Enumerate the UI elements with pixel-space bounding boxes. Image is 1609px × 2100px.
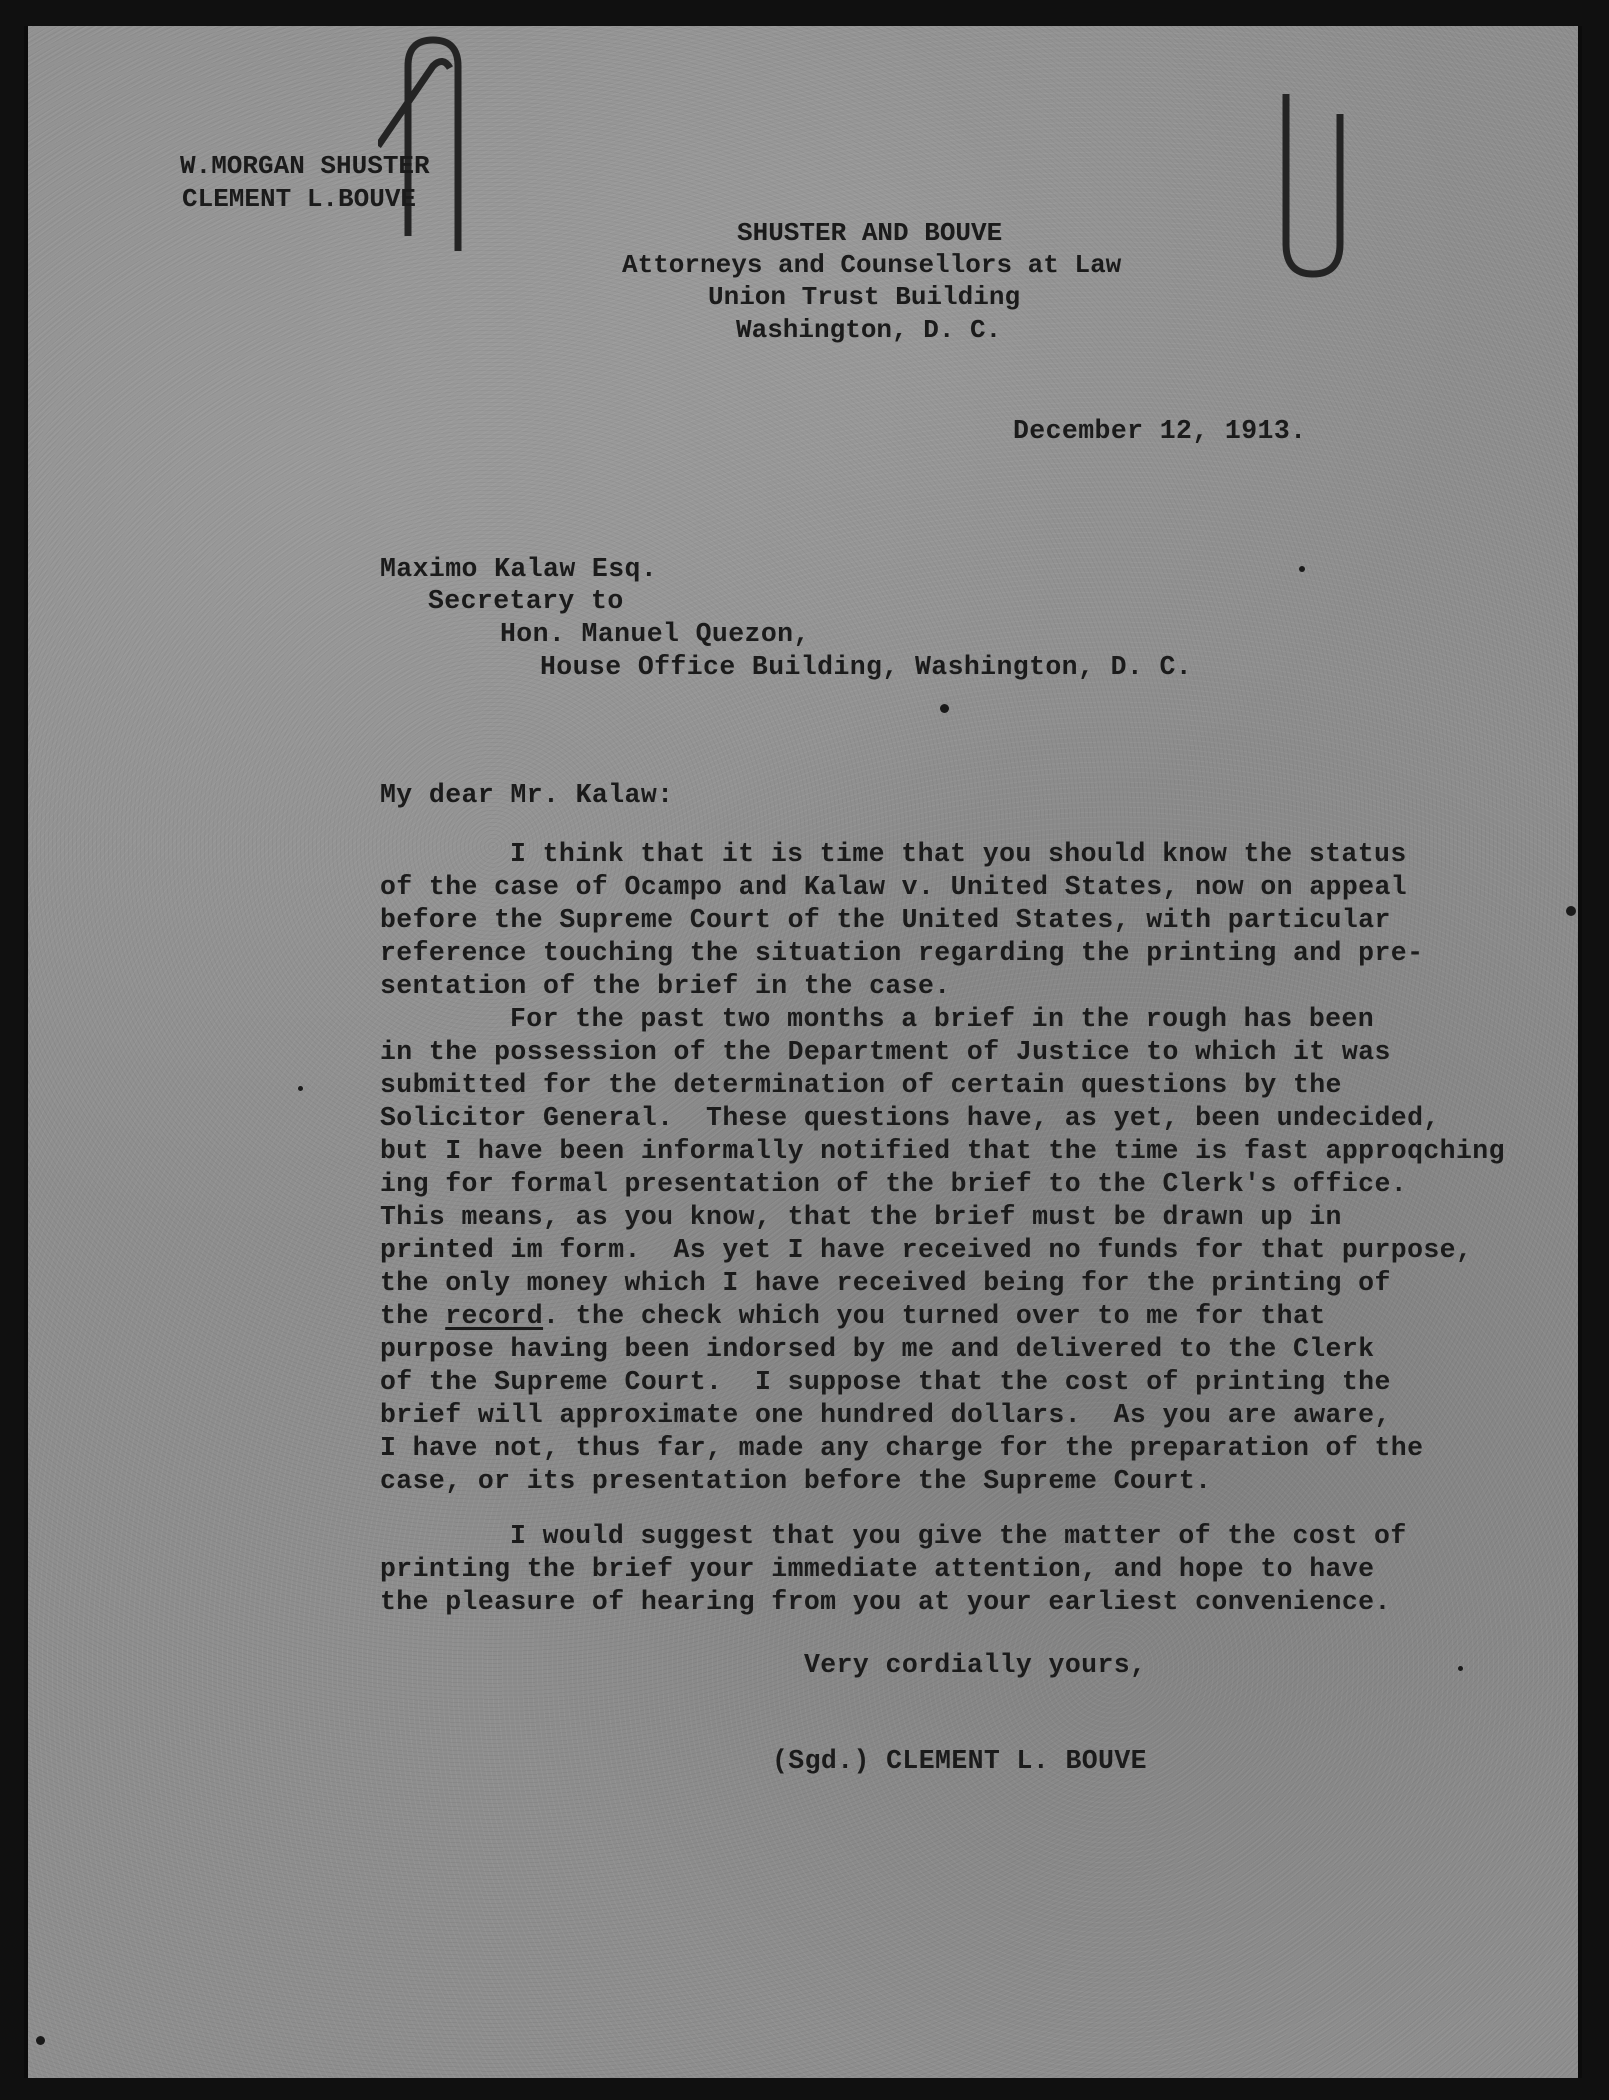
body-line: For the past two months a brief in the rough has been	[510, 1004, 1375, 1034]
salutation: My dear Mr. Kalaw:	[380, 780, 674, 810]
addressee-role: Secretary to	[428, 586, 624, 616]
addressee-principal: Hon. Manuel Quezon,	[500, 619, 810, 649]
body-line: case, or its presentation before the Supreme Court.	[380, 1466, 1212, 1496]
ink-speck	[940, 704, 949, 713]
body-line: reference touching the situation regarding the printing and pre-	[380, 938, 1424, 968]
body-line: of the case of Ocampo and Kalaw v. United States, now on appeal	[380, 872, 1408, 902]
body-line: I would suggest that you give the matter of the cost of	[510, 1521, 1407, 1551]
ink-speck	[298, 1086, 303, 1091]
closing: Very cordially yours,	[804, 1650, 1147, 1680]
addressee-name: Maximo Kalaw Esq.	[380, 554, 658, 584]
body-line: I have not, thus far, made any charge for the preparation of the	[380, 1433, 1424, 1463]
body-line: but I have been informally notified that the time is fast approqching	[380, 1136, 1505, 1166]
addressee-address: House Office Building, Washington, D. C.	[540, 652, 1193, 682]
body-line: the only money which I have received being for the printing of	[380, 1268, 1391, 1298]
paper-clip-right-icon	[1268, 94, 1358, 294]
body-line: the pleasure of hearing from you at your earliest convenience.	[380, 1587, 1391, 1617]
letterhead-building: Union Trust Building	[708, 282, 1021, 312]
record-line-start: the	[380, 1301, 446, 1331]
body-line: in the possession of the Department of Justice to which it was	[380, 1037, 1391, 1067]
partner-name-shuster: W.MORGAN SHUSTER	[180, 151, 430, 181]
body-line: Solicitor General. These questions have, as yet, been undecided,	[380, 1103, 1440, 1133]
paper-clip-left-icon	[378, 26, 488, 266]
body-line: I think that it is time that you should know the status	[510, 839, 1407, 869]
ink-speck	[1299, 566, 1305, 572]
body-line-record	[380, 1303, 1326, 1330]
signature: (Sgd.) CLEMENT L. BOUVE	[772, 1746, 1147, 1776]
record-word: record	[445, 1301, 544, 1331]
body-line: submitted for the determination of certain questions by the	[380, 1070, 1342, 1100]
partner-name-bouve: CLEMENT L.BOUVE	[182, 184, 417, 214]
letterhead-firm: SHUSTER AND BOUVE	[737, 218, 1003, 248]
body-line: printing the brief your immediate attention, and hope to have	[380, 1554, 1375, 1584]
body-line: sentation of the brief in the case.	[380, 971, 951, 1001]
body-line: brief will approximate one hundred dollars. As you are aware,	[380, 1400, 1391, 1430]
ink-speck	[36, 2036, 45, 2045]
ink-speck	[1458, 1666, 1463, 1671]
letter-date: December 12, 1913.	[1013, 416, 1307, 446]
ink-speck	[1566, 906, 1576, 916]
body-line: ing for formal presentation of the brief to the Clerk's office.	[380, 1169, 1408, 1199]
body-line: This means, as you know, that the brief must be drawn up in	[380, 1202, 1342, 1232]
record-line-end: . the check which you turned over to me for that	[543, 1301, 1326, 1331]
letterhead-tagline: Attorneys and Counsellors at Law	[622, 250, 1122, 280]
body-line: purpose having been indorsed by me and delivered to the Clerk	[380, 1334, 1375, 1364]
body-line: of the Supreme Court. I suppose that the cost of printing the	[380, 1367, 1391, 1397]
letter-page	[24, 26, 1582, 2078]
body-line: printed im form. As yet I have received no funds for that purpose,	[380, 1235, 1473, 1265]
letterhead-city: Washington, D. C.	[736, 315, 1002, 345]
body-line: before the Supreme Court of the United States, with particular	[380, 905, 1391, 935]
